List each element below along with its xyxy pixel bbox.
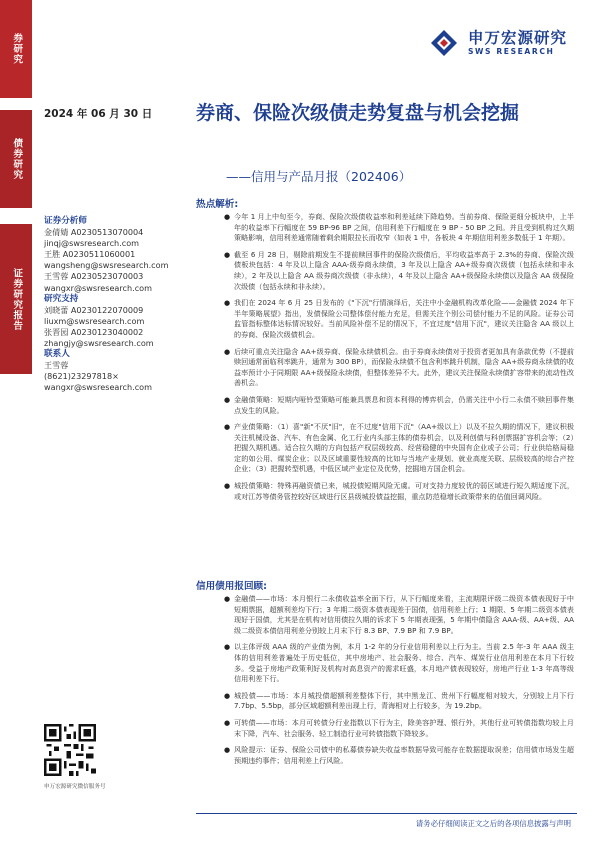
logo-mark-icon — [427, 26, 461, 60]
analyst-line: 王雪蓉 A0230523070003 — [44, 271, 144, 282]
disclaimer-footer: 请务必仔细阅读正文之后的各项信息披露与声明 — [415, 819, 571, 828]
analyst-line: 王胜 A0230511060001 — [44, 249, 136, 260]
list-item: ● 我们在 2024 年 6 月 25 日发布的《"下沉"行情演绎后，关注中小金融机构改革化险——金融债 2024 年下半年策略展望》指出，发债保险公司整体偿付能力充足，但需关注个别公司偿付能力不足的风险。证券公司监管指标整体达标情况较好。当前风险补偿不足的情况下，不宜过度"信用下沉"，建议关注隐含 AA 级以上的券商、保险次级债机会。 — [224, 298, 574, 339]
list-item: ● 后续可重点关注隐含 AA+级券商、保险永续债机会。由于券商永续债对于投资者更加具有条款优势（不提前赎回通常面临利率跳升，通常为 300 BP），而保险永续债不包含利率跳升机制，隐含 AA+级券商永续债的收益率预计小于同期限 AA+级保险永续债，但整体差异不大。此外，建议关注保险永续债扩容带来的流动性改善机会。 — [224, 346, 574, 388]
company-logo — [427, 26, 567, 60]
side-tab-securities-report: 证券研究报告 — [0, 224, 32, 374]
list-item: ● 风险提示：证券、保险公司债中的私募债券缺失收益率数据导致可能存在数据提取误差；信用债市场发生超预期违约事件；信用利差上行风险。 — [224, 745, 574, 765]
contact-line: wangxr@swsresearch.com — [44, 382, 152, 393]
list-item: ● 城投债——市场：本月城投债超额利差整体下行，其中黑龙江、贵州下行幅度相对较大，分别较上月下行 7.7bp、5.5bp，部分区域超额利差出现上行，青海相对上行较多，为 19.2bp。 — [224, 690, 574, 711]
research-support-heading: 研究支持 — [44, 293, 79, 304]
list-item: ● 今年 1 月上中旬至今，券商、保险次级债收益率和利差延续下降趋势。当前券商、保险更细分板块中，上半年的收益率下行幅度在 59 BP-96 BP 之间，信用利差下行幅度在 9 BP - 50 BP 之间。并且受到机构过久期策略影响，信用利差通常随着剩余期限拉长而收窄（如表 1 中，各板块 4 年期信用利差多数低于 1 年期）。 — [224, 212, 574, 243]
side-tab-bond-research: 债券研究 — [0, 110, 32, 208]
qr-code-icon — [44, 724, 96, 776]
logo-cn-text: 申万宏源研究 — [467, 28, 567, 47]
review-heading: 信用债用报回顾: — [196, 581, 267, 592]
support-line: 刘晓蕾 A0230122070009 — [44, 304, 144, 315]
list-item: ● 城投债策略：特殊再融资债已来，城投债短期风险无虞。可对支持力度较优的弱区域进行短久期适度下沉，或对江苏等债务管控较好区域进行区县级城投债益挖掘，重点防范稳增长政策带来的估值回调风险。 — [224, 481, 574, 501]
report-subtitle: ——信用与产品月报（202406） — [226, 169, 412, 184]
contact-line: 王雪蓉 — [44, 360, 69, 371]
footer-divider — [196, 813, 577, 814]
list-item: ● 截至 6 月 28 日，剔除前期发生不提前赎回事件的保险次级债后，平均收益率高于 2.3%的券商、保险次级债板块包括：4 年及以上隐含 AAA-级券商永续债，3 年及以上隐含 AA+级券商次级债（包括永续和非永续），2 年及以上隐含 AA 级券商次级债（非永续），4 年及以上隐含 AA+级保险永续债以及隐含 AA 级保险次级债（包括永续和非永续）。 — [224, 249, 574, 291]
report-date: 2024 年 06 月 30 日 — [44, 108, 153, 120]
analyst-heading: 证券分析师 — [44, 216, 87, 226]
support-line: 张晋园 A0230123040002 — [44, 326, 144, 337]
review-list — [196, 594, 574, 772]
list-item: ● 金融债——市场：本月银行二永债收益率全面下行，从下行幅度来看，主流期限评级二级资本债表现好于中短期票据，超额利差均下行；3 年期二级资本债表现差于国债，信用利差上行；1 期限、5 年期二级资本债表现好于国债，尤其是在机构对信用债拉久期的诉求下 5 年期表现强，5 年期中债隐含 AAA-级、AA+级、AA 级二级资本债信用利差分别较上月末下行 8.3 BP、7.9 BP 和 7.9 BP。 — [224, 594, 574, 635]
list-item: ● 金融债策略：短期内哑铃型策略可能兼具票息和资本利得的博弈机会，仍需关注中小行二永债不赎回事件集点发生的风险。 — [224, 394, 574, 415]
side-tab-research: 券研究 — [0, 0, 32, 98]
analyst-line: wangsheng@swsresearch.com — [44, 260, 169, 271]
qr-caption: 申万宏源研究微信服务号 — [44, 784, 106, 790]
hot-topics-heading: 热点解析: — [196, 199, 239, 210]
support-line: zhangjy@swsresearch.com — [44, 338, 154, 349]
analyst-line: wangxr@swsresearch.com — [44, 282, 152, 293]
report-title: 券商、保险次级债走势复盘与机会挖掘 — [196, 102, 520, 124]
list-item: ● 可转债——市场：本月可转债分行业指数以下行为主，除美容护理、银行外，其他行业可转债指数均较上月末下降，汽车、社会服务、轻工制造行业可转债指数下降较多。 — [224, 717, 574, 738]
support-line: liuxm@swsresearch.com — [44, 315, 145, 326]
logo-en-text: SWS RESEARCH — [467, 46, 555, 56]
hot-topics-list — [196, 212, 574, 508]
contact-heading: 联系人 — [44, 349, 70, 360]
list-item: ● 以主体评级 AAA 级的产业债为例，本月 1-2 年的分行业信用利差以上行为主。当前 2.5 年-3 年 AAA 级主体的信用利差普遍处于历史低位，其中房地产、社会服务、综合、汽车、煤炭行业信用利差在本月下行较多。受益于房地产政策利好及机构对高息资产的需求旺盛，本月地产债表现较好，房地产行业 1-3 年高等级信用利差下行。 — [224, 642, 574, 684]
analyst-panel — [44, 216, 189, 394]
list-item: ● 产业债策略：（1）喜"新"不厌"旧"，在不过度"信用下沉"（AA+级以上）以及不拉久期的情况下，建议积极关注机械设备、汽车、有色金属、化工行业内头部主体的债券机会，以及利创债与科创票据扩容机会等；（2）把握久期机遇。适合拉久期的方向包括产权层级较高、经营稳健的中央国有企业或子公司；行业供给格局稳定的如公用、煤炭企业；以及区域重要性较高的比如与当地产业规划、就业高度关联、层级较高的综合产控企业；（3）把握转型机遇，中低区域产业定位及优势，挖掘地方国企机会。 — [224, 422, 574, 474]
contact-line: (8621)23297818× — [44, 371, 119, 382]
analyst-line: 金倩婧 A0230513070004 — [44, 227, 144, 238]
analyst-line: jinqj@swsresearch.com — [44, 238, 140, 249]
